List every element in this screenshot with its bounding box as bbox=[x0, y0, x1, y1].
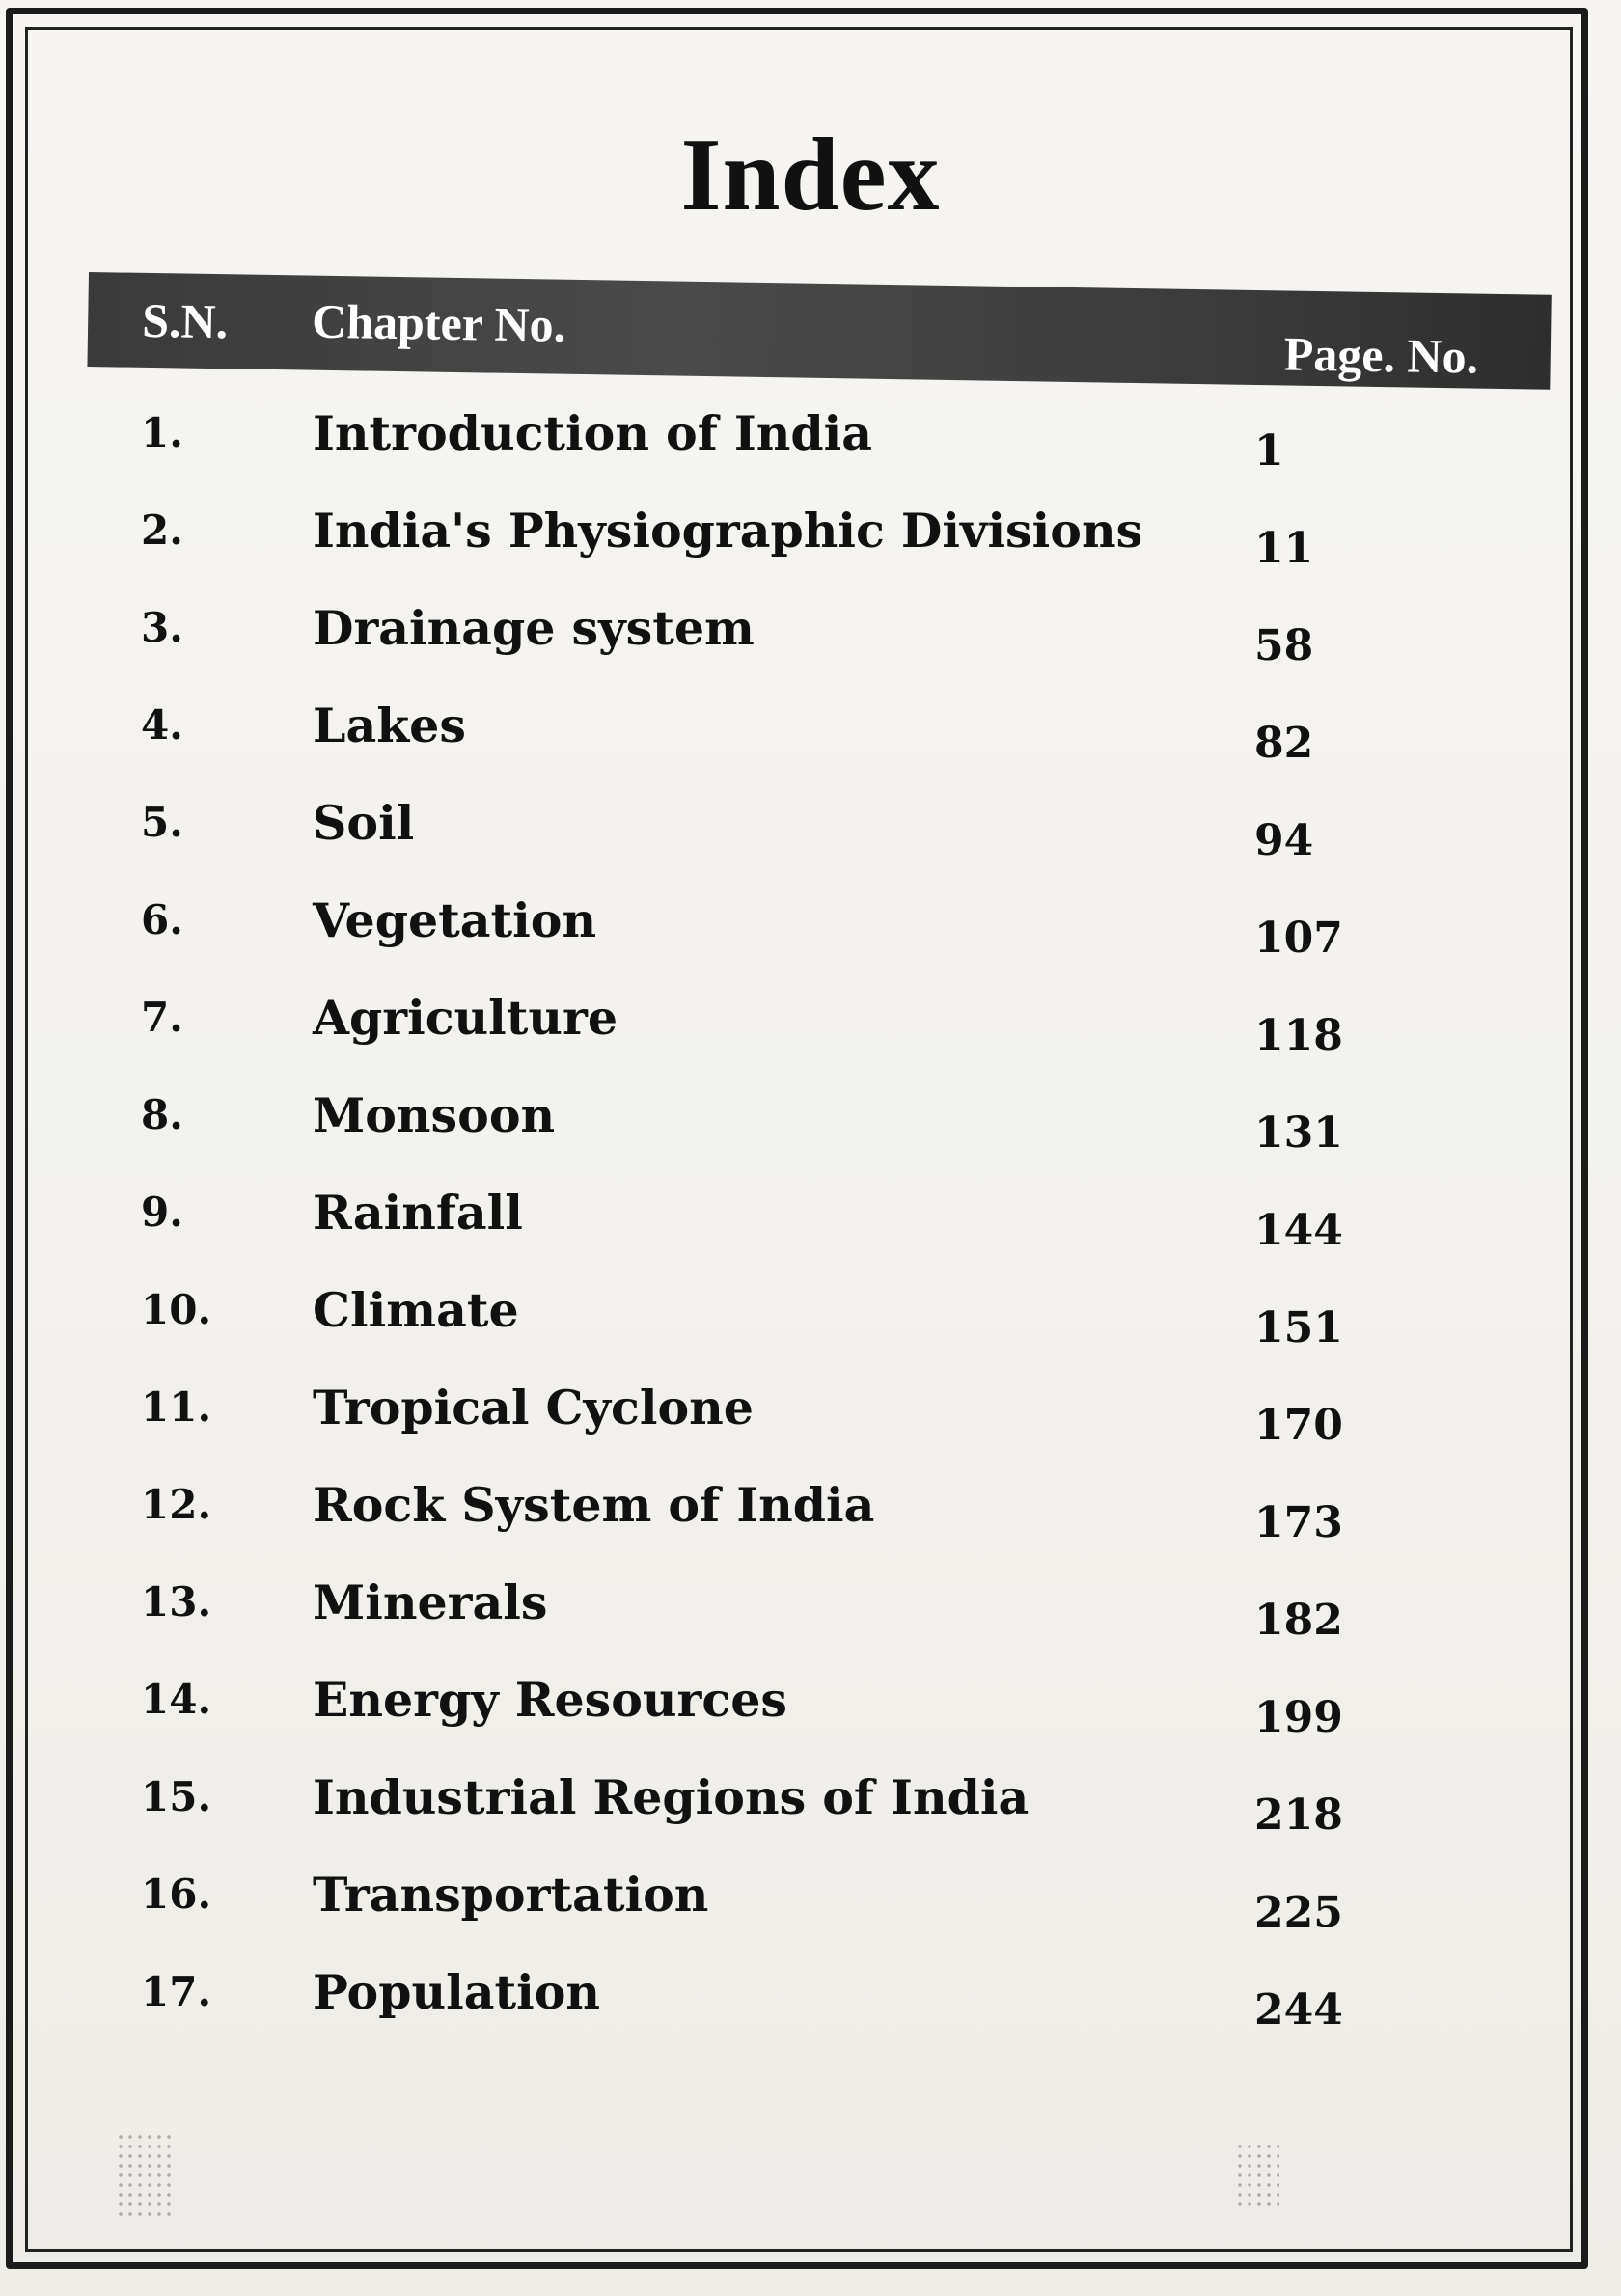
row-chapter: Energy Resources bbox=[313, 1672, 787, 1728]
row-sn: 1. bbox=[141, 409, 183, 456]
table-row bbox=[0, 883, 1621, 980]
table-row bbox=[0, 1272, 1621, 1370]
row-page: 107 bbox=[1254, 914, 1343, 963]
row-sn: 15. bbox=[141, 1773, 212, 1820]
print-speckle-decoration bbox=[116, 2132, 174, 2219]
row-chapter: Climate bbox=[313, 1282, 519, 1338]
print-speckle-decoration bbox=[1235, 2142, 1279, 2209]
table-row bbox=[0, 1954, 1621, 2052]
table-row bbox=[0, 1175, 1621, 1272]
table-row bbox=[0, 396, 1621, 493]
row-chapter: Population bbox=[313, 1964, 601, 2020]
row-chapter: India's Physiographic Divisions bbox=[313, 503, 1143, 559]
row-chapter: Agriculture bbox=[313, 990, 618, 1046]
table-row bbox=[0, 1370, 1621, 1467]
row-sn: 6. bbox=[141, 896, 183, 943]
row-sn: 3. bbox=[141, 604, 183, 651]
row-page: 94 bbox=[1254, 816, 1314, 865]
row-page: 182 bbox=[1254, 1596, 1343, 1645]
row-page: 1 bbox=[1254, 426, 1284, 476]
row-sn: 5. bbox=[141, 799, 183, 846]
row-sn: 13. bbox=[141, 1578, 212, 1626]
row-page: 58 bbox=[1254, 621, 1314, 670]
table-row bbox=[0, 688, 1621, 785]
row-chapter: Drainage system bbox=[313, 600, 755, 656]
table-row bbox=[0, 1078, 1621, 1175]
header-sn: S.N. bbox=[141, 292, 229, 349]
row-chapter: Minerals bbox=[313, 1574, 548, 1630]
table-row bbox=[0, 1760, 1621, 1857]
row-sn: 12. bbox=[141, 1481, 212, 1528]
row-page: 170 bbox=[1254, 1401, 1343, 1450]
row-chapter: Soil bbox=[313, 795, 415, 851]
row-sn: 11. bbox=[141, 1383, 212, 1431]
table-row bbox=[0, 493, 1621, 590]
row-chapter: Vegetation bbox=[313, 892, 597, 948]
row-sn: 7. bbox=[141, 994, 183, 1041]
row-page: 144 bbox=[1254, 1206, 1343, 1255]
row-chapter: Tropical Cyclone bbox=[313, 1380, 754, 1435]
row-chapter: Rock System of India bbox=[313, 1477, 875, 1533]
row-chapter: Transportation bbox=[313, 1867, 709, 1923]
row-page: 131 bbox=[1254, 1108, 1343, 1158]
table-row bbox=[0, 1662, 1621, 1760]
row-chapter: Introduction of India bbox=[313, 405, 873, 461]
row-page: 225 bbox=[1254, 1888, 1343, 1937]
row-sn: 9. bbox=[141, 1189, 183, 1236]
row-sn: 16. bbox=[141, 1871, 212, 1918]
table-row bbox=[0, 1565, 1621, 1662]
row-page: 118 bbox=[1254, 1011, 1343, 1060]
row-chapter: Rainfall bbox=[313, 1185, 523, 1241]
table-row bbox=[0, 980, 1621, 1078]
row-page: 199 bbox=[1254, 1693, 1343, 1742]
row-sn: 8. bbox=[141, 1091, 183, 1138]
row-page: 244 bbox=[1254, 1985, 1343, 2035]
row-page: 82 bbox=[1254, 719, 1314, 768]
row-sn: 14. bbox=[141, 1676, 212, 1723]
row-chapter: Lakes bbox=[313, 697, 466, 753]
page-title: Index bbox=[680, 118, 941, 232]
table-row bbox=[0, 1467, 1621, 1565]
row-page: 218 bbox=[1254, 1790, 1343, 1840]
row-page: 151 bbox=[1254, 1303, 1343, 1353]
row-chapter: Monsoon bbox=[313, 1087, 556, 1143]
row-page: 11 bbox=[1254, 524, 1314, 573]
row-chapter: Industrial Regions of India bbox=[313, 1769, 1030, 1825]
row-sn: 2. bbox=[141, 506, 183, 554]
row-page: 173 bbox=[1254, 1498, 1343, 1547]
table-row bbox=[0, 590, 1621, 688]
row-sn: 17. bbox=[141, 1968, 212, 2015]
table-row bbox=[0, 785, 1621, 883]
header-page: Page. No. bbox=[1283, 326, 1479, 384]
row-sn: 10. bbox=[141, 1286, 212, 1333]
row-sn: 4. bbox=[141, 701, 183, 749]
index-table bbox=[0, 396, 1621, 2052]
header-chapter: Chapter No. bbox=[311, 293, 566, 352]
table-row bbox=[0, 1857, 1621, 1954]
